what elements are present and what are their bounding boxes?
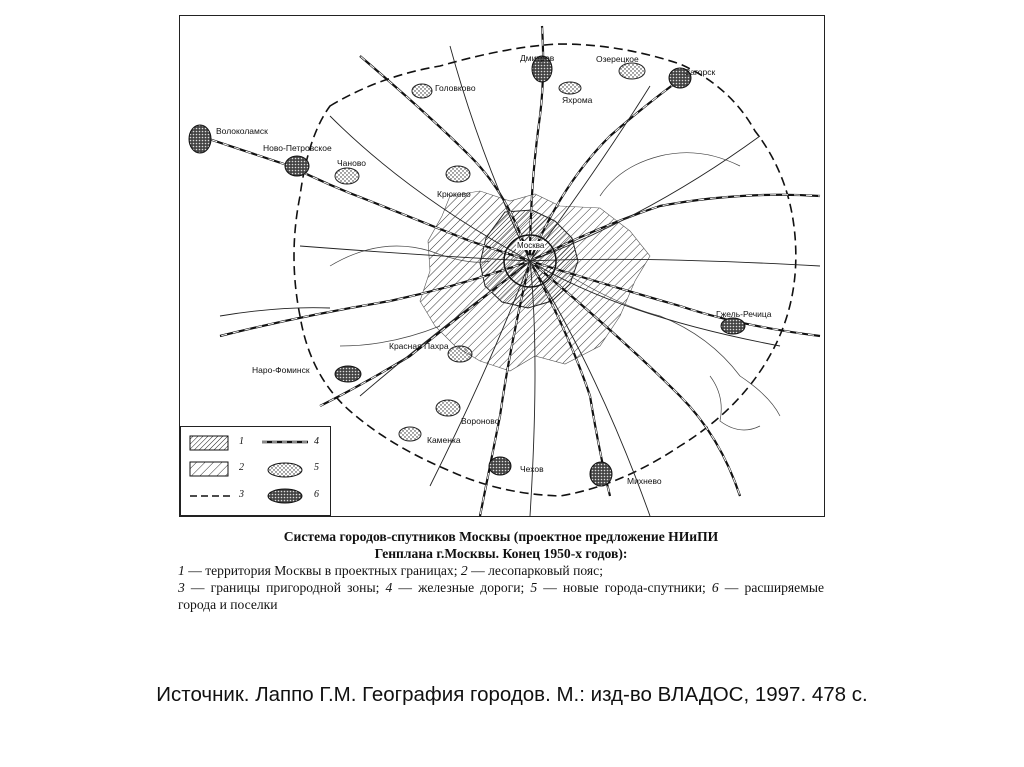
map-legend	[180, 426, 331, 516]
label-volokolamsk: Волоколамск	[216, 126, 268, 136]
legend-symbol-moscow-territory	[189, 435, 229, 451]
caption-num-2: 2	[460, 563, 468, 578]
town-chekhov	[489, 457, 511, 475]
town-volokolamsk	[189, 125, 211, 153]
caption-title-line-2: Генплана г.Москвы. Конец 1950-х годов):	[374, 546, 628, 561]
label-kryukovo: Крюково	[437, 189, 471, 199]
label-chekhov: Чехов	[520, 464, 544, 474]
label-mikhnevo: Михнево	[627, 476, 662, 486]
caption-title-line-1: Система городов-спутников Москвы (проектное предложение НИиПИ	[283, 529, 719, 544]
town-kryukovo	[446, 166, 470, 182]
legend-num-2: 2	[239, 462, 244, 473]
label-moscow: Москва	[517, 241, 545, 250]
label-gzhel-rechitsa: Гжель-Речица	[716, 309, 772, 319]
caption-item-3: — границы пригородной зоны;	[184, 580, 386, 595]
caption-title	[178, 528, 824, 562]
legend-num-6: 6	[314, 489, 319, 500]
caption-item-2: — лесопарковый пояс;	[467, 563, 603, 578]
caption-item-5: — новые города-спутники;	[537, 580, 712, 595]
label-kamenka: Каменка	[427, 435, 461, 445]
caption-item-6: — расширяемые города и поселки	[178, 580, 824, 612]
legend-symbol-railways	[261, 435, 309, 449]
label-naro-fominsk: Наро-Фоминск	[252, 365, 310, 375]
label-dmitrov: Дмитров	[520, 53, 555, 63]
caption-num-3: 3	[178, 580, 185, 595]
town-yakhroma	[559, 82, 581, 94]
label-chanovo: Чаново	[337, 158, 366, 168]
town-kamenka	[399, 427, 421, 441]
town-golovkovo	[412, 84, 432, 98]
town-krasnaya-pakhra	[448, 346, 472, 362]
caption-item-4: — железные дороги;	[392, 580, 531, 595]
legend-num-3: 3	[239, 489, 244, 500]
map-caption	[178, 528, 824, 613]
town-mikhnevo	[590, 462, 612, 486]
label-voronovo: Вороново	[461, 416, 500, 426]
town-naro-fominsk	[335, 366, 361, 382]
caption-num-6: 6	[711, 580, 719, 595]
label-novo-petrovskoe: Ново-Петровское	[263, 143, 332, 153]
legend-symbol-suburban-zone-boundary	[189, 489, 233, 503]
town-novo-petrovskoe	[285, 156, 309, 176]
legend-symbol-forest-park-belt	[189, 461, 229, 477]
caption-item-1: — территория Москвы в проектных границах;	[184, 563, 461, 578]
label-zagorsk: Загорск	[685, 67, 716, 77]
legend-num-5: 5	[314, 462, 319, 473]
caption-num-1: 1	[178, 563, 185, 578]
caption-num-5: 5	[530, 580, 538, 595]
label-krasnaya-pakhra: Красная Пахра	[389, 341, 449, 351]
map-frame	[179, 15, 825, 517]
town-chanovo	[335, 168, 359, 184]
town-ozeretskoe	[619, 63, 645, 79]
legend-num-4: 4	[314, 436, 319, 447]
caption-num-4: 4	[385, 580, 393, 595]
label-golovkovo: Головково	[435, 83, 476, 93]
caption-legend	[178, 562, 824, 613]
town-gzhel-rechitsa	[721, 318, 745, 334]
label-yakhroma: Яхрома	[562, 95, 593, 105]
town-voronovo	[436, 400, 460, 416]
legend-symbol-expanded-towns	[265, 487, 305, 505]
label-ozeretskoe: Озерецкое	[596, 54, 639, 64]
legend-num-1: 1	[239, 436, 244, 447]
source-citation: Источник. Лаппо Г.М. География городов. М.: изд-во ВЛАДОС, 1997. 478 с.	[156, 683, 868, 706]
legend-symbol-new-satellite-towns	[265, 461, 305, 479]
